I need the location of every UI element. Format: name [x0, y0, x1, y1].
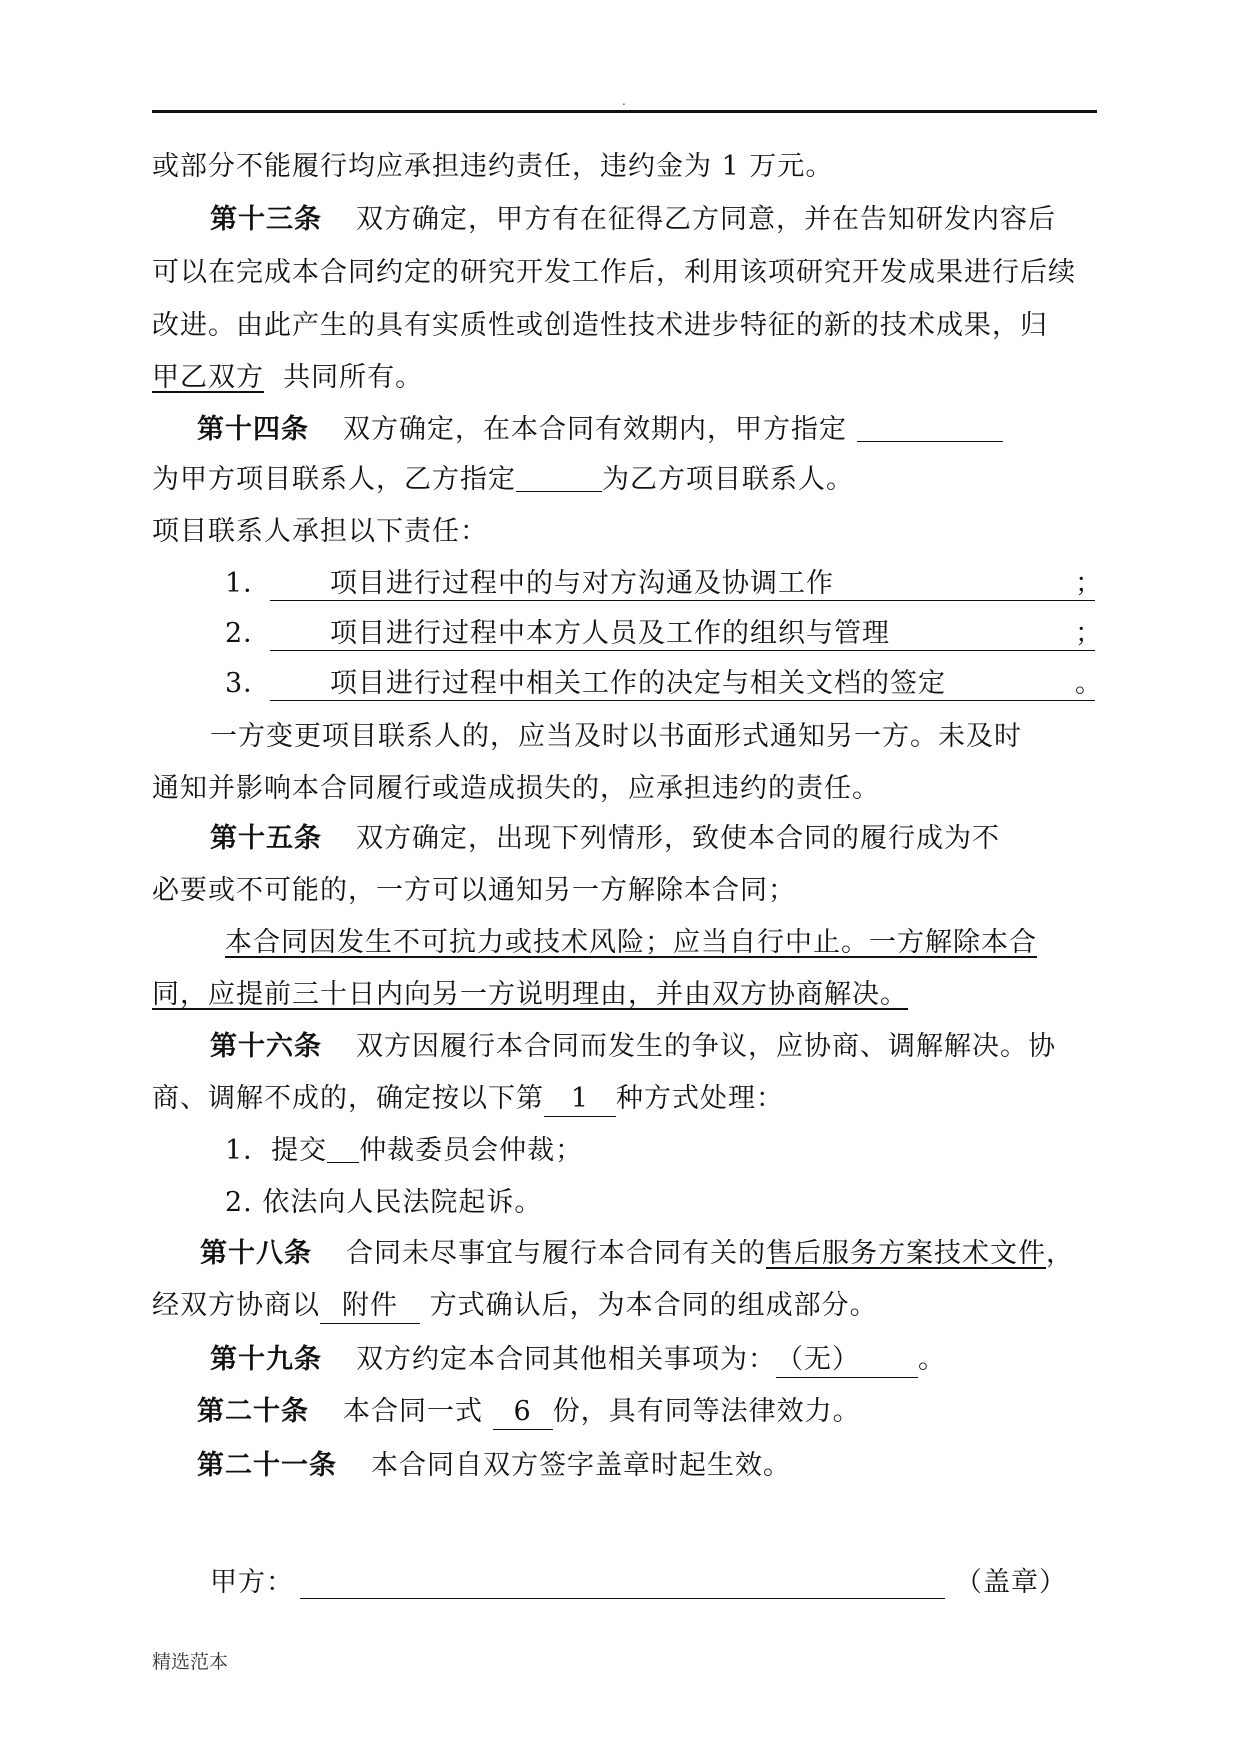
party-b-contact-blank[interactable] [516, 465, 602, 492]
header-dot: . [622, 94, 626, 108]
signature-seal-label: （盖章） [955, 1567, 1067, 1598]
article-21-heading: 第二十一条 [197, 1450, 337, 1481]
article-14-line-4: 一方变更项目联系人的，应当及时以书面形式通知另一方。未及时 [210, 721, 1022, 752]
article-15-line-4: 同，应提前三十日内向另一方说明理由，并由双方协商解决。 [152, 979, 908, 1010]
article-13-line-4 [152, 361, 423, 395]
duty-item-2 [225, 617, 271, 651]
article-14-text: 双方确定，在本合同有效期内，甲方指定 [343, 414, 847, 445]
article-18-text: ， [1046, 1238, 1074, 1269]
other-matters-value[interactable]: （无） [776, 1343, 918, 1378]
copies-count[interactable]: 6 [493, 1395, 553, 1430]
article-15-line-1 [210, 822, 1000, 856]
article-15-heading: 第十五条 [210, 823, 322, 854]
duty-item-number: 1． [225, 568, 272, 599]
party-a-contact-blank[interactable] [857, 415, 1003, 442]
dispute-option-2: 2. 依法向人民法院起诉。 [225, 1187, 543, 1218]
signature-party-a-label: 甲方： [210, 1567, 294, 1598]
duty-item-2-underline [270, 650, 1095, 651]
article-19-end: 。 [918, 1344, 946, 1375]
duty-item-3-underline [270, 700, 1095, 701]
article-16-line-2 [152, 1082, 784, 1117]
article-21-line-1 [197, 1449, 791, 1483]
duty-item-1-underline [270, 600, 1095, 601]
article-13-owner: 甲乙双方 [152, 362, 264, 393]
article-18-line-2 [152, 1289, 878, 1324]
article-13-line-3: 改进。由此产生的具有实质性或创造性技术进步特征的新的技术成果，归 [152, 310, 1048, 341]
duty-item-1-end: ； [1075, 568, 1103, 599]
article-14-line-2 [152, 463, 854, 497]
footer-text: 精选范本 [152, 1651, 229, 1673]
duty-item-3 [225, 667, 271, 701]
article-15-line-2: 必要或不可能的，一方可以通知另一方解除本合同； [152, 875, 796, 906]
arbitration-body-blank[interactable] [327, 1136, 359, 1163]
duty-item-1-text: 项目进行过程中的与对方沟通及协调工作 [330, 568, 834, 599]
article-16-text: 商、调解不成的，确定按以下第 [152, 1083, 544, 1114]
article-14-text: 为甲方项目联系人，乙方指定 [152, 464, 516, 495]
article-16-line-1 [210, 1030, 1056, 1064]
article-14-heading: 第十四条 [197, 414, 309, 445]
article-16-heading: 第十六条 [210, 1031, 322, 1062]
article-18-documents: 售后服务方案技术文件 [766, 1238, 1046, 1269]
duty-item-3-text: 项目进行过程中相关工作的决定与相关文档的签定 [330, 668, 946, 699]
article-21-text: 本合同自双方签字盖章时起生效。 [371, 1450, 791, 1481]
duty-item-number: 2． [225, 618, 272, 649]
dispute-method-choice[interactable]: 1 [544, 1082, 616, 1117]
article-13-heading: 第十三条 [210, 204, 322, 235]
article-16-text: 双方因履行本合同而发生的争议，应协商、调解解决。协 [356, 1031, 1056, 1062]
duty-item-number: 3． [225, 668, 272, 699]
article-13-text: 双方确定，甲方有在征得乙方同意，并在告知研发内容后 [356, 204, 1056, 235]
para-line: 或部分不能履行均应承担违约责任，违约金为 1 万元。 [152, 151, 834, 182]
article-18-text: 经双方协商以 [152, 1290, 320, 1321]
duty-item-2-end: ； [1075, 618, 1103, 649]
duty-item-3-end: 。 [1075, 668, 1103, 699]
article-15-line-3: 本合同因发生不可抗力或技术风险；应当自行中止。一方解除本合 [225, 927, 1037, 958]
article-13-line-1 [210, 203, 1056, 237]
article-18-heading: 第十八条 [200, 1238, 312, 1269]
article-19-line-1 [210, 1343, 946, 1378]
confirmation-method[interactable]: 附件 [320, 1289, 420, 1324]
header-rule [152, 110, 1097, 113]
article-18-text: 合同未尽事宜与履行本合同有关的 [346, 1238, 766, 1269]
article-20-heading: 第二十条 [197, 1396, 309, 1427]
article-13-text: 共同所有。 [283, 362, 424, 393]
article-20-text: 本合同一式 [343, 1396, 483, 1427]
article-13-line-2: 可以在完成本合同约定的研究开发工作后，利用该项研究开发成果进行后续 [152, 257, 1076, 288]
duty-item-1 [225, 567, 271, 601]
duty-item-2-text: 项目进行过程中本方人员及工作的组织与管理 [330, 618, 890, 649]
article-18-line-1 [200, 1237, 1074, 1271]
article-18-text: 方式确认后，为本合同的组成部分。 [429, 1290, 878, 1321]
article-20-text: 份，具有同等法律效力。 [552, 1396, 861, 1427]
signature-line[interactable] [300, 1598, 945, 1599]
dispute-option-text: 1．提交 [225, 1135, 328, 1166]
article-14-line-3: 项目联系人承担以下责任： [152, 516, 488, 547]
article-16-text: 种方式处理： [616, 1083, 784, 1114]
dispute-option-text: 仲裁委员会仲裁； [359, 1135, 584, 1166]
article-20-line-1 [197, 1395, 861, 1430]
article-14-line-5: 通知并影响本合同履行或造成损失的，应承担违约的责任。 [152, 773, 880, 804]
article-14-line-1 [197, 413, 1003, 447]
article-19-heading: 第十九条 [210, 1344, 322, 1375]
dispute-option-1 [225, 1134, 583, 1168]
article-19-text: 双方约定本合同其他相关事项为： [356, 1344, 776, 1375]
article-14-text: 为乙方项目联系人。 [602, 464, 854, 495]
article-15-text: 双方确定，出现下列情形，致使本合同的履行成为不 [356, 823, 1000, 854]
